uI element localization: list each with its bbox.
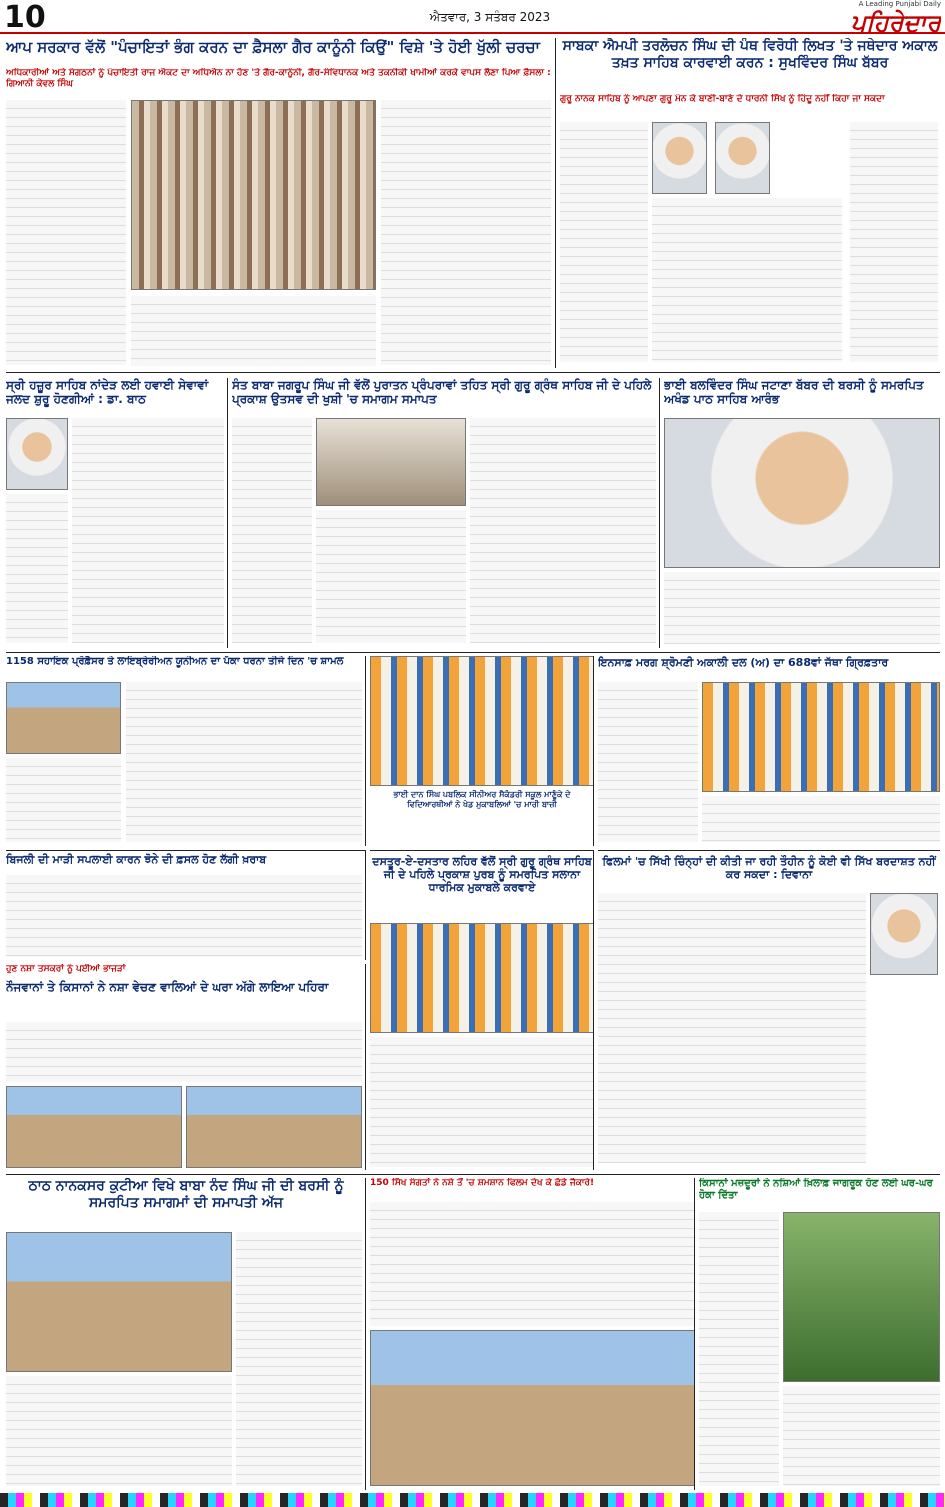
- divider: [6, 372, 940, 373]
- story-akali-dal: [598, 656, 940, 846]
- story-nanaksar: [6, 1178, 366, 1490]
- headline: 150 ਸਿੱਖ ਸੰਗਤਾਂ ਨੇ ਨਸ਼ੇ ਤੋਂ 'ਚ ਸ਼ਮਸ਼ਾਨ ਫਿਲਮ ਦੇਖ ਕੇ ਛੱਡੇ ਜੈਕਾਰੇ!: [370, 1178, 595, 1188]
- photo-caption: ਭਾਈ ਦਾਨ ਸਿੰਘ ਪਬਲਿਕ ਸੀਨੀਅਰ ਸੈਕੰਡਰੀ ਸਕੂਲ ਮਾਣੂੰਕੇ ਦੇ ਵਿਦਿਆਰਥੀਆਂ ਨੇ ਖੇਡ ਮੁਕਾਬਲਿਆਂ 'ਚ ਮਾਰੀ ਬਾਜ਼ੀ: [393, 790, 571, 809]
- article-text: [699, 1212, 779, 1486]
- headline: ਫਿਲਮਾਂ 'ਚ ਸਿੱਖੀ ਚਿੰਨ੍ਹਾਂ ਦੀ ਕੀਤੀ ਜਾ ਰਹੀ ਤੌਹੀਨ ਨੂੰ ਕੋਈ ਵੀ ਸਿੱਖ ਬਰਦਾਸ਼ਤ ਨਹੀਂ ਕਰ ਸਕਦਾ : ਦਿਵਾਨਾ: [602, 855, 936, 882]
- story-photo: [6, 1086, 182, 1168]
- article-text: [72, 418, 224, 643]
- story-photo: [664, 418, 940, 568]
- brand-name: ਪਹਿਰੇਦਾਰ: [850, 8, 941, 34]
- story-photo: [702, 682, 940, 792]
- headline: ਆਪ ਸਰਕਾਰ ਵੱਲੋਂ "ਪੰਚਾਇਤਾਂ ਭੰਗ ਕਰਨ ਦਾ ਫ਼ੈਸਲਾ ਗੈਰ ਕਾਨੂੰਨੀ ਕਿਉਂ" ਵਿਸ਼ੇ 'ਤੇ ਹੋਈ ਖੁੱਲੀ ਚਰਚਾ: [6, 38, 540, 56]
- story-electricity: [6, 850, 366, 960]
- newspaper-logo: [741, 0, 941, 34]
- article-text: [370, 1037, 594, 1167]
- article-text: [6, 100, 126, 365]
- subhead: ਗੁਰੂ ਨਾਨਕ ਸਾਹਿਬ ਨੂੰ ਆਪਣਾ ਗੁਰੂ ਮੰਨ ਕੇ ਬਾਣੀ-ਬਾਣੇ ਦੇ ਧਾਰਨੀ ਸਿੱਖ ਨੂੰ ਹਿੰਦੂ ਨਹੀਂ ਕਿਹਾ ਜਾ ਸਕਦਾ: [560, 94, 885, 104]
- issue-date: ਐਤਵਾਰ, 3 ਸਤੰਬਰ 2023: [429, 10, 551, 24]
- story-professors-union: [6, 656, 366, 846]
- divider: [6, 652, 940, 653]
- article-text: [370, 1202, 695, 1326]
- article-text: [598, 893, 866, 1163]
- headline: ਸੰਤ ਬਾਬਾ ਜਗਰੂਪ ਸਿੰਘ ਜੀ ਵੱਲੋਂ ਪੁਰਾਤਨ ਪ੍ਰੰਪਰਾਵਾਂ ਤਹਿਤ ਸ੍ਰੀ ਗੁਰੂ ਗ੍ਰੰਥ ਸਾਹਿਬ ਜੀ ਦੇ ਪਹਿਲੇ ਪ੍ਰਕਾਸ਼ ਉਤਸਵ ਦੀ ਖੁਸ਼ੀ 'ਚ ਸਮਾਗਮ ਸਮਾਪਤ: [232, 378, 652, 407]
- article-text: [560, 122, 648, 362]
- headline: ਇਨਸਾਫ਼ ਮਰਗ ਸ਼੍ਰੋਮਣੀ ਅਕਾਲੀ ਦਲ (ਅ) ਦਾ 688ਵਾਂ ਜੱਥਾ ਗ੍ਰਿਫ਼ਤਾਰ: [598, 656, 889, 669]
- article-text: [316, 510, 466, 643]
- story-photo: [186, 1086, 362, 1168]
- story-film-sangat: [370, 1178, 695, 1490]
- article-text: [6, 875, 362, 957]
- story-photo: [6, 682, 121, 754]
- article-text: [6, 494, 68, 643]
- portrait-photo: [6, 418, 68, 490]
- story-photo: [316, 418, 466, 506]
- article-text: [6, 1022, 362, 1082]
- headline: ਬਿਜਲੀ ਦੀ ਮਾੜੀ ਸਪਲਾਈ ਕਾਰਨ ਝੋਨੇ ਦੀ ਫ਼ਸਲ ਹੋਣ ਲੱਗੀ ਖ਼ਰਾਬ: [6, 853, 267, 866]
- article-text: [702, 796, 940, 842]
- article-text: [598, 682, 698, 842]
- print-color-bar: [0, 1493, 945, 1507]
- tagline: A Leading Punjabi Daily: [858, 0, 941, 8]
- story-jagroop-singh: [232, 378, 660, 648]
- story-photo: [783, 1212, 940, 1382]
- portrait-photo: [715, 122, 770, 194]
- subhead: ਅਧਿਕਾਰੀਆਂ ਅਤੇ ਸੰਗਠਨਾਂ ਨੂੰ ਪੰਚਾਇਤੀ ਰਾਜ ਐਕਟ ਦਾ ਅਧਿਐਨ ਨਾ ਹੋਣ 'ਤੇ ਗੈਰ-ਕਾਨੂੰਨੀ, ਗੈਰ-ਸੰਵਿਧਾਨਕ ਅਤੇ ਤਕਨੀਕੀ ਖਾਮੀਆਂ ਕਰਕੇ ਵਾਪਸ ਲੈਣਾ ਪਿਆ ਫ਼ੈਸਲਾ : ਗਿਆਨੀ ਕੇਵਲ ਸਿੰਘ: [6, 68, 551, 89]
- story-hazur-sahib: [6, 378, 228, 648]
- article-text: [131, 296, 376, 366]
- article-text: [783, 1386, 940, 1486]
- article-text: [126, 682, 362, 842]
- story-tarlochan: [560, 38, 940, 368]
- headline: 1158 ਸਹਾਇਕ ਪ੍ਰੋਫ਼ੈਸਰ ਤੇ ਲਾਇਬ੍ਰੇਰੀਅਨ ਯੂਨੀਅਨ ਦਾ ਪੱਕਾ ਧਰਨਾ ਤੀਜੇ ਦਿਨ 'ਚ ਸ਼ਾਮਲ: [6, 656, 344, 667]
- story-photo: [370, 656, 594, 786]
- article-text: [470, 418, 656, 643]
- masthead: [0, 0, 945, 34]
- story-photo: [370, 923, 594, 1033]
- story-photo: [6, 1232, 232, 1372]
- headline: ਨੌਜਵਾਨਾਂ ਤੇ ਕਿਸਾਨਾਂ ਨੇ ਨਸ਼ਾ ਵੇਚਣ ਵਾਲਿਆਂ ਦੇ ਘਰਾ ਅੱਗੇ ਲਾਇਆ ਪਹਿਰਾ: [6, 980, 329, 994]
- story-photo: [131, 100, 376, 290]
- portrait-photo: [652, 122, 707, 194]
- article-text: [236, 1232, 362, 1486]
- article-text: [652, 198, 842, 362]
- headline: ਸ੍ਰੀ ਹਜ਼ੂਰ ਸਾਹਿਬ ਨਾਂਦੇੜ ਲਈ ਹਵਾਈ ਸੇਵਾਵਾਂ ਜਲਦ ਸ਼ੁਰੂ ਹੋਣਗੀਆਂ : ਡਾ. ਬਾਠ: [6, 378, 209, 407]
- story-farmers-awareness: [699, 1178, 940, 1490]
- kicker: ਹੁਣ ਨਸ਼ਾ ਤਸਕਰਾਂ ਨੂੰ ਪਈਆਂ ਭਾਜੜਾਂ: [6, 964, 126, 974]
- article-text: [232, 418, 312, 643]
- headline: ਦਸਤੂਰ-ਏ-ਦਸਤਾਰ ਲਹਿਰ ਵੱਲੋਂ ਸ੍ਰੀ ਗੁਰੂ ਗ੍ਰੰਥ ਸਾਹਿਬ ਜੀ ਦੇ ਪਹਿਲੇ ਪ੍ਰਕਾਸ਼ ਪੁਰਬ ਨੂੰ ਸਮਰਪਿਤ ਸਲਾਨਾ ਧਾਰਮਿਕ ਮੁਕਾਬਲੇ ਕਰਵਾਏ: [372, 855, 592, 895]
- divider: [6, 1174, 940, 1175]
- article-text: [6, 1376, 232, 1486]
- story-photo: [370, 1330, 695, 1486]
- story-panchayat: [6, 38, 556, 368]
- headline: ਸਾਬਕਾ ਐਮਪੀ ਤਰਲੋਚਨ ਸਿੰਘ ਦੀ ਪੰਥ ਵਿਰੋਧੀ ਲਿਖਤ 'ਤੇ ਜਥੇਦਾਰ ਅਕਾਲ ਤਖ਼ਤ ਸਾਹਿਬ ਕਾਰਵਾਈ ਕਰਨ : ਸੁਖਵਿੰਦਰ ਸਿੰਘ ਬੱਬਰ: [562, 38, 938, 71]
- headline: ਕਿਸਾਨਾਂ ਮਜ਼ਦੂਰਾਂ ਨੇ ਨਸ਼ਿਆਂ ਖ਼ਿਲਾਫ਼ ਜਾਗਰੂਕ ਹੋਣ ਲਈ ਘਰ-ਘਰ ਹੋਕਾ ਦਿੱਤਾ: [699, 1178, 933, 1201]
- portrait-photo: [870, 893, 938, 975]
- article-text: [664, 572, 940, 644]
- headline: ਠਾਠ ਨਾਨਕਸਰ ਕੁਟੀਆ ਵਿਖੇ ਬਾਬਾ ਨੰਦ ਸਿੰਘ ਜੀ ਦੀ ਬਰਸੀ ਨੂੰ ਸਮਰਪਿਤ ਸਮਾਗਮਾਂ ਦੀ ਸਮਾਪਤੀ ਅੱਜ: [28, 1178, 344, 1211]
- story-films-sikh-symbols: [598, 850, 940, 1170]
- story-school-sports: [370, 656, 594, 846]
- article-text: [6, 758, 121, 842]
- article-text: [850, 122, 938, 362]
- story-babbar: [664, 378, 940, 648]
- story-drug-dealers: [6, 964, 366, 1170]
- page-number: 10: [4, 0, 46, 34]
- headline: ਭਾਈ ਬਲਵਿੰਦਰ ਸਿੰਘ ਜਟਾਣਾ ਬੱਬਰ ਦੀ ਬਰਸੀ ਨੂੰ ਸਮਰਪਿਤ ਅਖੰਡ ਪਾਠ ਸਾਹਿਬ ਆਰੰਭ: [664, 378, 924, 407]
- article-text: [381, 100, 551, 365]
- story-dastar-competitions: [370, 850, 594, 1170]
